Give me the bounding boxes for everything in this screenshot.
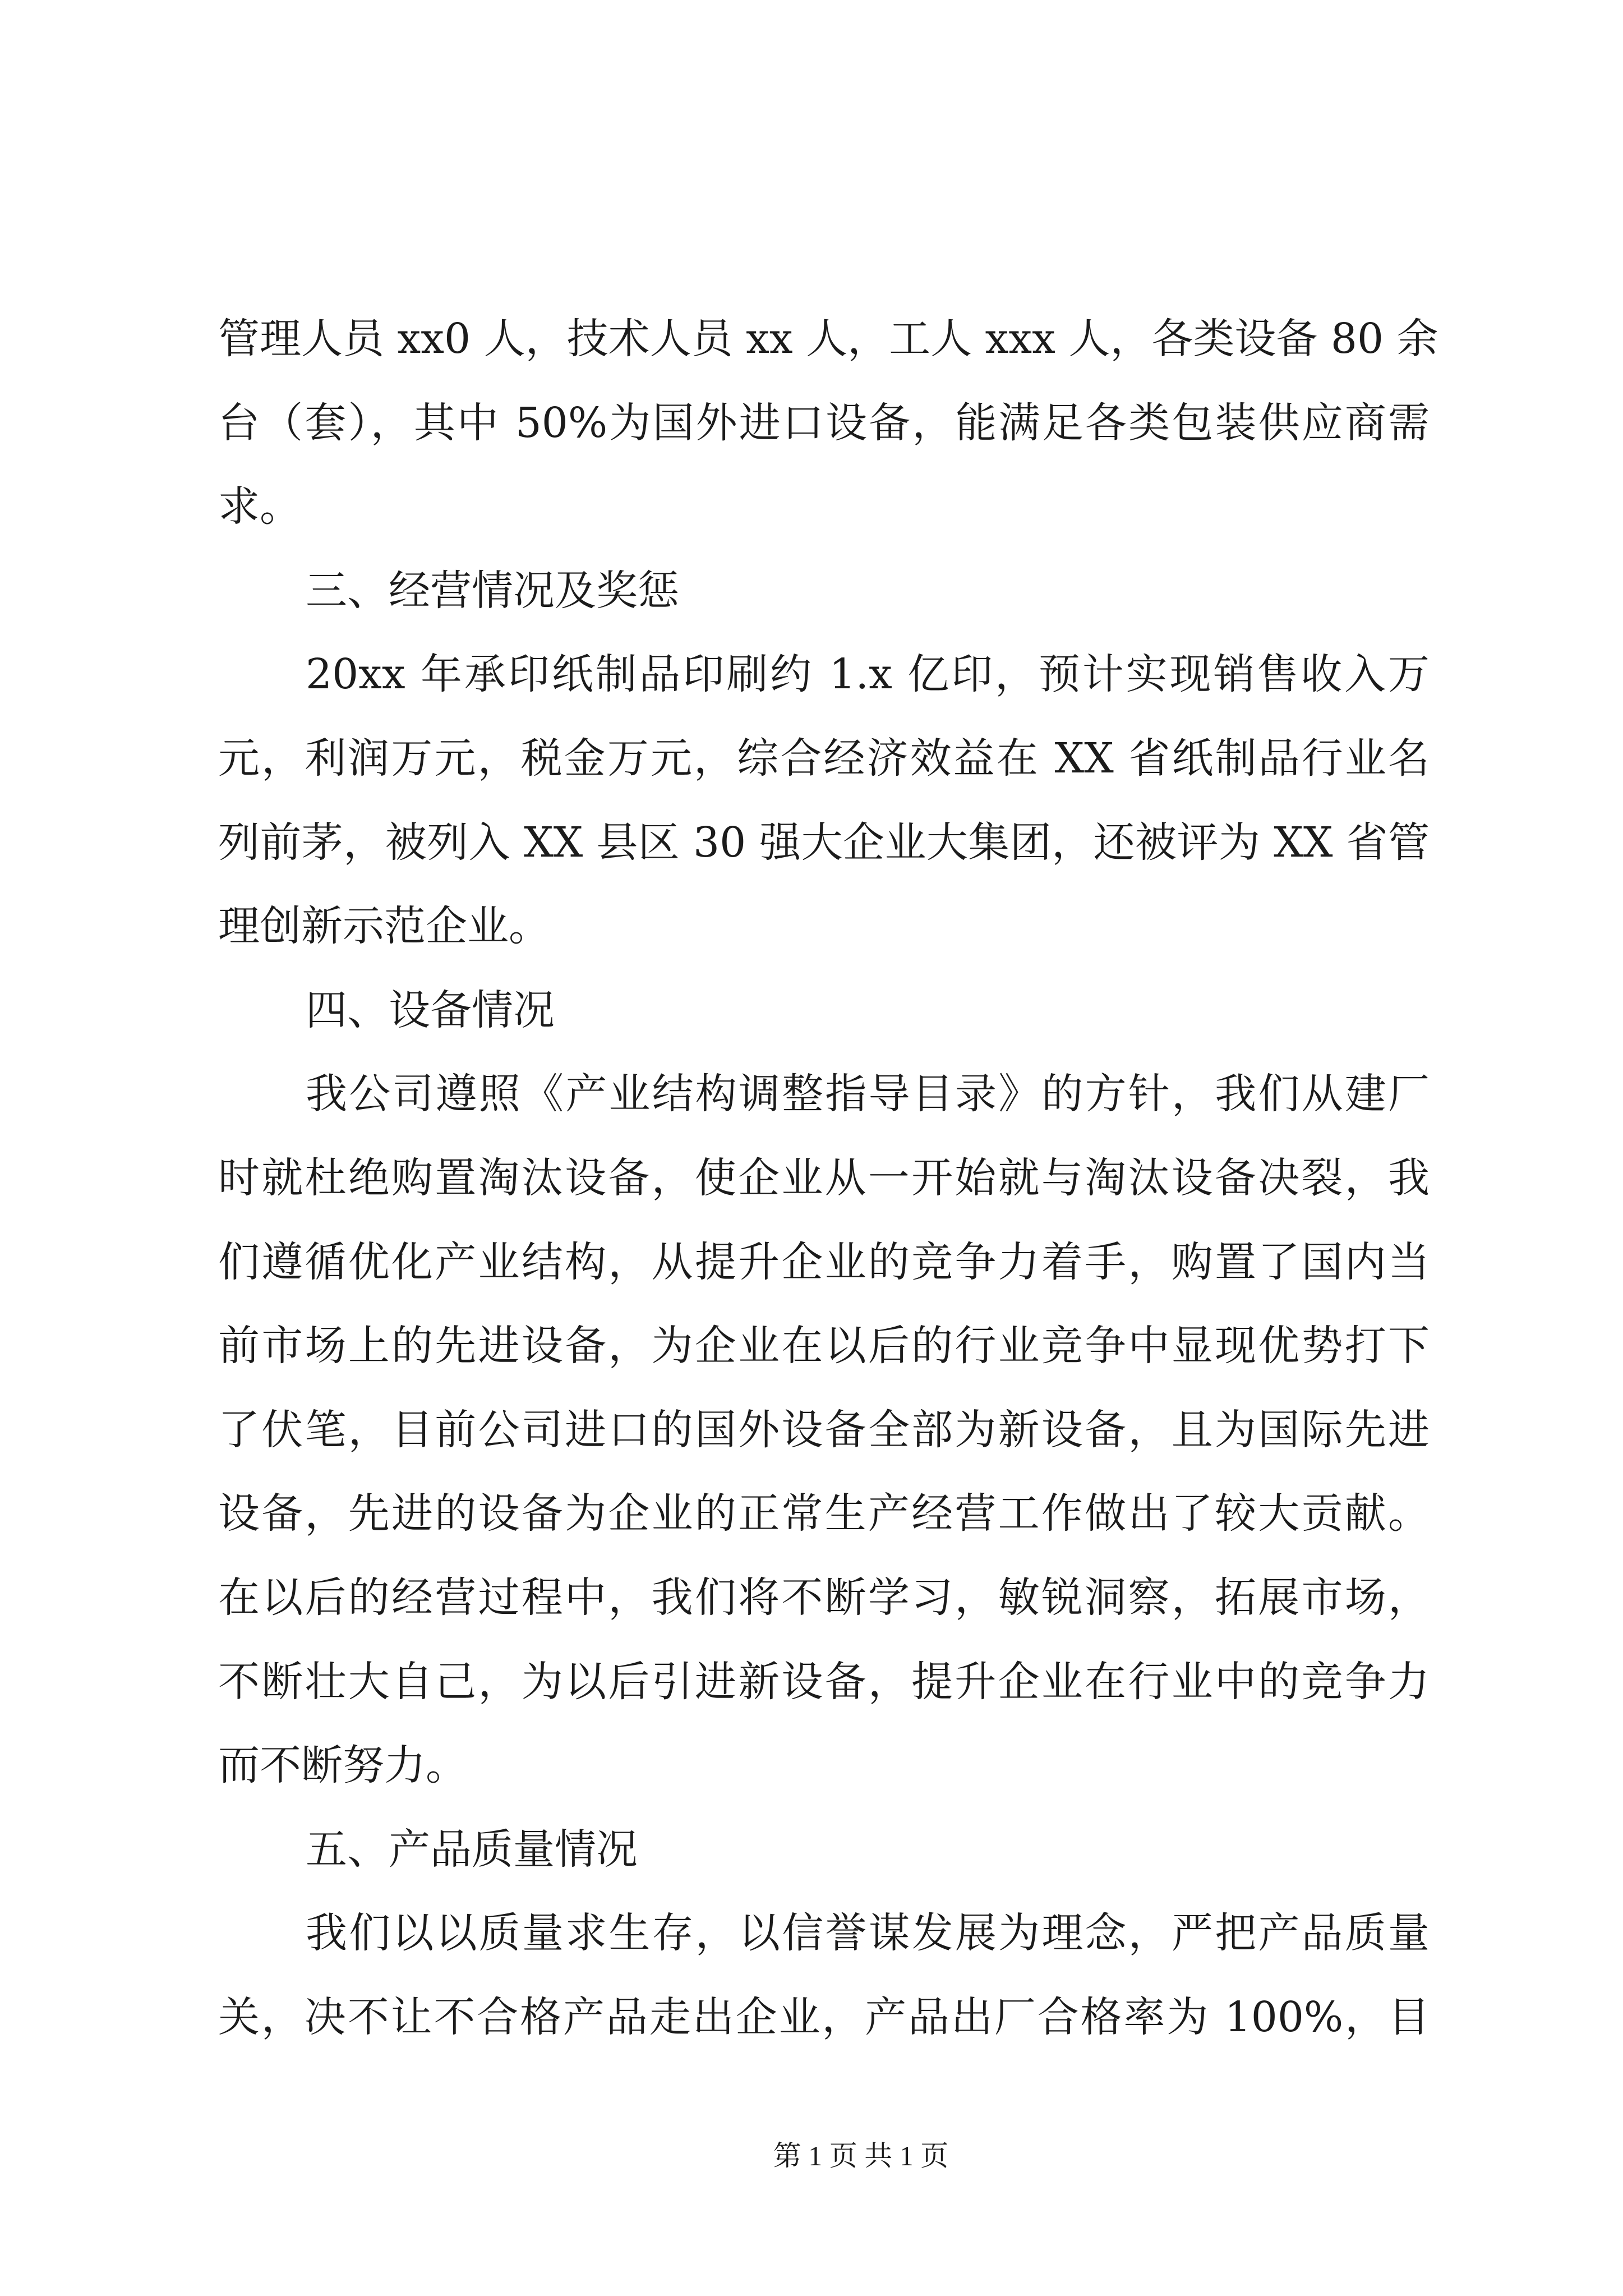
paragraph-line: 求。: [218, 482, 301, 531]
paragraph-line: 在以后的经营过程中，我们将不断学习，敏锐洞察，拓展市场，: [218, 1573, 1430, 1622]
paragraph-line: 前市场上的先进设备，为企业在以后的行业竞争中显现优势打下: [218, 1322, 1430, 1370]
paragraph-line: 元，利润万元，税金万元，综合经济效益在 XX 省纸制品行业名: [218, 734, 1430, 783]
document-body: [218, 297, 1438, 2059]
paragraph-line: 而不断努力。: [218, 1741, 467, 1790]
paragraph-line: 了伏笔，目前公司进口的国外设备全部为新设备，且为国际先进: [218, 1405, 1430, 1454]
paragraph-line: 理创新示范企业。: [218, 902, 550, 951]
paragraph-line: 们遵循优化产业结构，从提升企业的竞争力着手，购置了国内当: [218, 1237, 1430, 1286]
paragraph-line: 不断壮大自己，为以后引进新设备，提升企业在行业中的竞争力: [218, 1657, 1430, 1706]
section-heading: 四、设备情况: [306, 986, 555, 1034]
section-heading: 五、产品质量情况: [306, 1825, 638, 1874]
paragraph-line: 设备，先进的设备为企业的正常生产经营工作做出了较大贡献。: [218, 1489, 1430, 1538]
paragraph-line: 关，决不让不合格产品走出企业，产品出厂合格率为 100%，目: [218, 1993, 1430, 2041]
paragraph-line: 列前茅，被列入 XX 县区 30 强大企业大集团，还被评为 XX 省管: [218, 818, 1430, 867]
paragraph-line: 我们以以质量求生存，以信誉谋发展为理念，严把产品质量: [306, 1909, 1430, 1958]
paragraph-line: 我公司遵照《产业结构调整指导目录》的方针，我们从建厂: [306, 1070, 1430, 1119]
paragraph-line: 台（套），其中 50%为国外进口设备，能满足各类包装供应商需: [218, 398, 1430, 447]
paragraph-line: 20xx 年承印纸制品印刷约 1.x 亿印，预计实现销售收入万: [306, 650, 1430, 699]
section-heading: 三、经营情况及奖惩: [306, 566, 679, 615]
paragraph-line: 管理人员 xx0 人，技术人员 xx 人，工人 xxx 人，各类设备 80 余: [218, 315, 1438, 363]
paragraph-line: 时就杜绝购置淘汰设备，使企业从一开始就与淘汰设备决裂，我: [218, 1153, 1430, 1202]
page-number-footer: 第 1 页 共 1 页: [773, 2140, 949, 2171]
